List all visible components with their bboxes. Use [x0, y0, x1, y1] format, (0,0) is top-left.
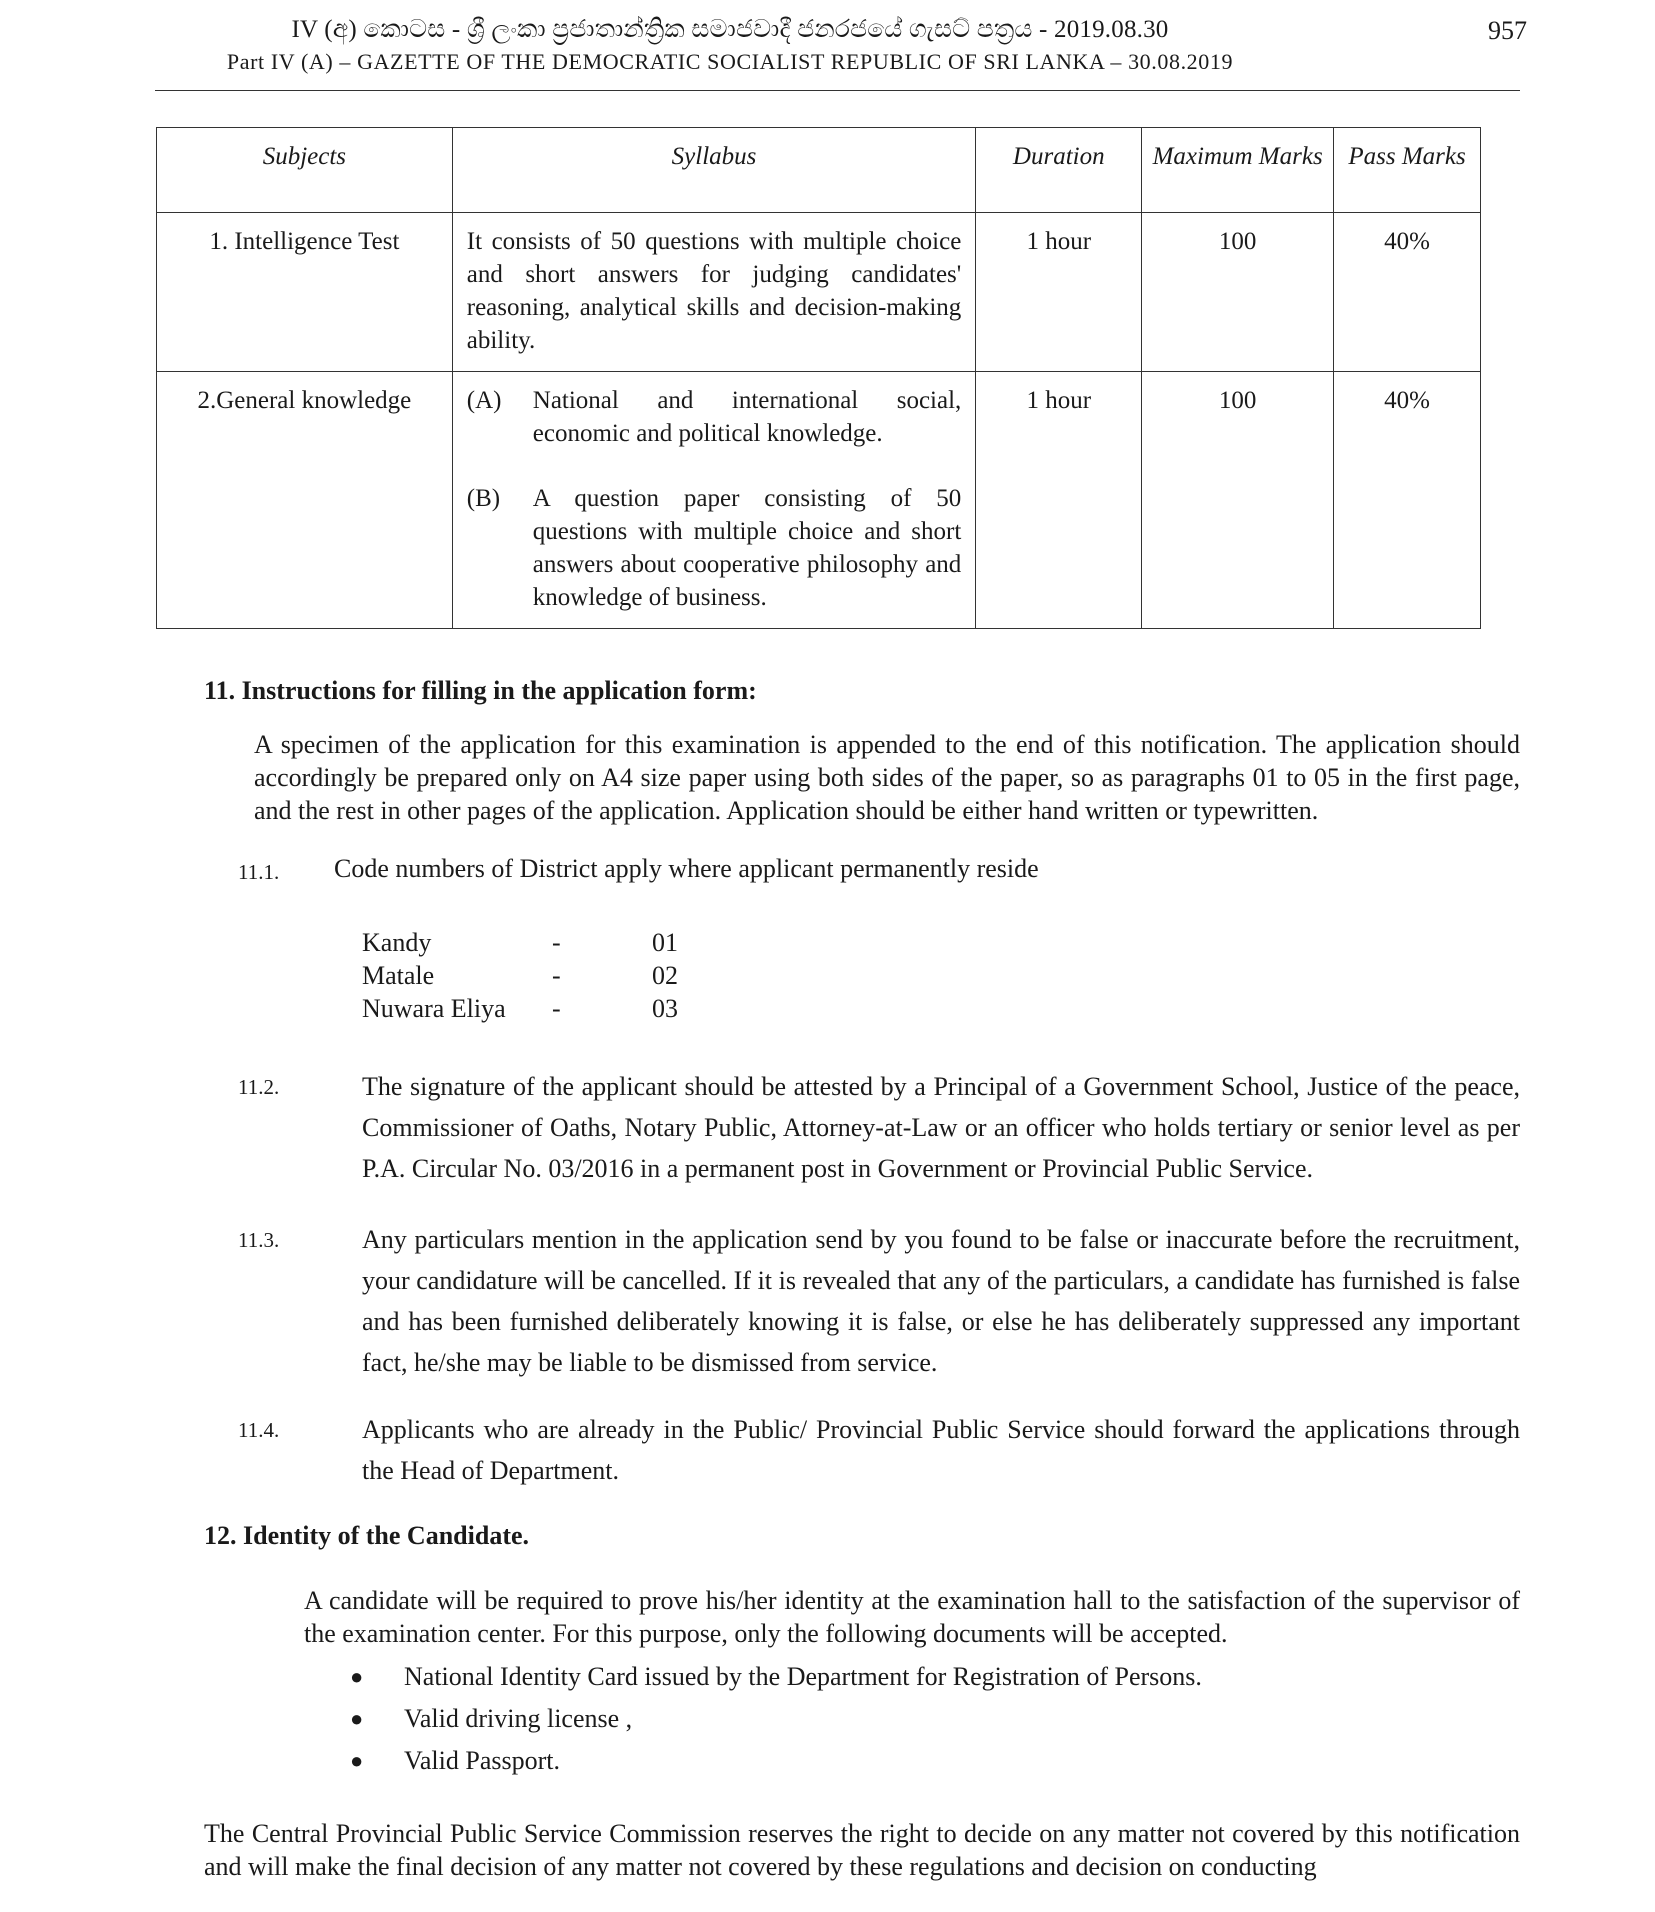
- subsection-number: 11.1.: [238, 860, 280, 884]
- subsection-11-2-text: The signature of the applicant should be attested by a Principal of a Government School, Justice of the peace, Commissioner of Oaths, Notary Public, Attorney-at-Law or an officer who holds tertiary or senior level as per P.A. Circular No. 03/2016 in a permanent post in Government or Provincial Public Service.: [362, 1072, 1520, 1183]
- maximum-marks-cell: 100: [1142, 372, 1334, 629]
- syllabus-cell: It consists of 50 questions with multiple choice and short answers for judging candidates' reasoning, analytical skills and decision-making ability.: [452, 213, 976, 372]
- pass-marks-cell: 40%: [1334, 372, 1481, 629]
- subsection-number: 11.2.: [238, 1075, 280, 1099]
- syllabus-item-text: A question paper consisting of 50 questions with multiple choice and short answers about cooperative philosophy and knowledge of business.: [532, 485, 962, 611]
- list-item: [350, 1698, 1202, 1740]
- subject-cell: 1. Intelligence Test: [157, 213, 453, 372]
- section-12-heading: 12. Identity of the Candidate.: [204, 1521, 530, 1550]
- district-code: 03: [652, 994, 678, 1023]
- list-item: [362, 992, 678, 1025]
- list-item: [350, 1656, 1202, 1698]
- syllabus-item-b: [467, 482, 962, 614]
- list-item-text: Valid Passport.: [404, 1746, 560, 1775]
- column-header-pass-marks: Pass Marks: [1334, 128, 1481, 213]
- column-header-subjects: Subjects: [157, 128, 453, 213]
- bullet-icon: ●: [350, 1706, 364, 1731]
- section-11-heading: 11. Instructions for filling in the application form:: [204, 676, 757, 705]
- district-dash: -: [552, 961, 561, 990]
- district-dash: -: [552, 928, 561, 957]
- section-12-intro: A candidate will be required to prove his/her identity at the examination hall to the satisfaction of the supervisor of the examination center. For this purpose, only the following documents will be accepted.: [304, 1586, 1520, 1648]
- column-header-maximum-marks: Maximum Marks: [1142, 128, 1334, 213]
- bullet-icon: ●: [350, 1664, 364, 1689]
- duration-cell: 1 hour: [976, 213, 1142, 372]
- district-code: 02: [652, 961, 678, 990]
- subject-cell: 2.General knowledge: [157, 372, 453, 629]
- header-sinhala-title: IV (අ) කොටස - ශ්‍රී ලංකා ප්‍රජාතාන්ත්‍රික සමාජවාදී ජනරජයේ ගැසට් පත්‍රය - 2019.08.30: [291, 16, 1169, 43]
- list-item: [362, 926, 678, 959]
- district-name: Nuwara Eliya: [362, 994, 506, 1023]
- subsection-number: 11.4.: [238, 1418, 280, 1442]
- exam-subjects-table: [156, 127, 1481, 629]
- column-header-syllabus: Syllabus: [452, 128, 976, 213]
- header-english-title: Part IV (A) – GAZETTE OF THE DEMOCRATIC SOCIALIST REPUBLIC OF SRI LANKA – 30.08.2019: [226, 49, 1234, 74]
- syllabus-item-label: (A): [466, 387, 502, 414]
- district-name: Matale: [362, 961, 435, 990]
- closing-paragraph: The Central Provincial Public Service Commission reserves the right to decide on any matter not covered by this notification and will make the final decision of any matter not covered by these regulations and decision on conducting: [204, 1819, 1520, 1881]
- table-row: [157, 213, 1481, 372]
- subsection-11-4-text: Applicants who are already in the Public/ Provincial Public Service should forward the applications through the Head of Department.: [362, 1415, 1520, 1485]
- syllabus-item-a: [467, 384, 962, 450]
- table-header-row: [157, 128, 1481, 213]
- syllabus-item-label: (B): [466, 485, 501, 512]
- pass-marks-cell: 40%: [1334, 213, 1481, 372]
- list-item: [362, 959, 678, 992]
- maximum-marks-cell: 100: [1142, 213, 1334, 372]
- district-name: Kandy: [362, 928, 432, 957]
- column-header-duration: Duration: [976, 128, 1142, 213]
- syllabus-cell: [452, 372, 976, 629]
- section-11-intro: A specimen of the application for this examination is appended to the end of this notification. The application should accordingly be prepared only on A4 size paper using both sides of the paper, so as paragraphs 01 to 05 in the first page, and the rest in other pages of the application. Application should be either hand written or typewritten.: [254, 730, 1520, 825]
- table-row: [157, 372, 1481, 629]
- accepted-documents-list: [350, 1656, 1202, 1782]
- district-code: 01: [652, 928, 678, 957]
- list-item-text: Valid driving license ,: [404, 1704, 633, 1733]
- duration-cell: 1 hour: [976, 372, 1142, 629]
- header-divider: [155, 90, 1520, 91]
- district-code-list: [362, 926, 678, 1025]
- page-number: 957: [1488, 16, 1527, 45]
- syllabus-item-text: National and international social, economic and political knowledge.: [532, 387, 962, 447]
- subsection-11-1-text: Code numbers of District apply where applicant permanently reside: [334, 854, 1039, 883]
- subsection-number: 11.3.: [238, 1228, 280, 1252]
- bullet-icon: ●: [350, 1748, 364, 1773]
- list-item-text: National Identity Card issued by the Department for Registration of Persons.: [404, 1662, 1202, 1691]
- subsection-11-3-text: Any particulars mention in the application send by you found to be false or inaccurate before the recruitment, your candidature will be cancelled. If it is revealed that any of the particulars, a candidate has furnished is false and has been furnished deliberately knowing it is false, or else he has deliberately suppressed any important fact, he/she may be liable to be dismissed from service.: [362, 1225, 1520, 1377]
- list-item: [350, 1740, 1202, 1782]
- district-dash: -: [552, 994, 561, 1023]
